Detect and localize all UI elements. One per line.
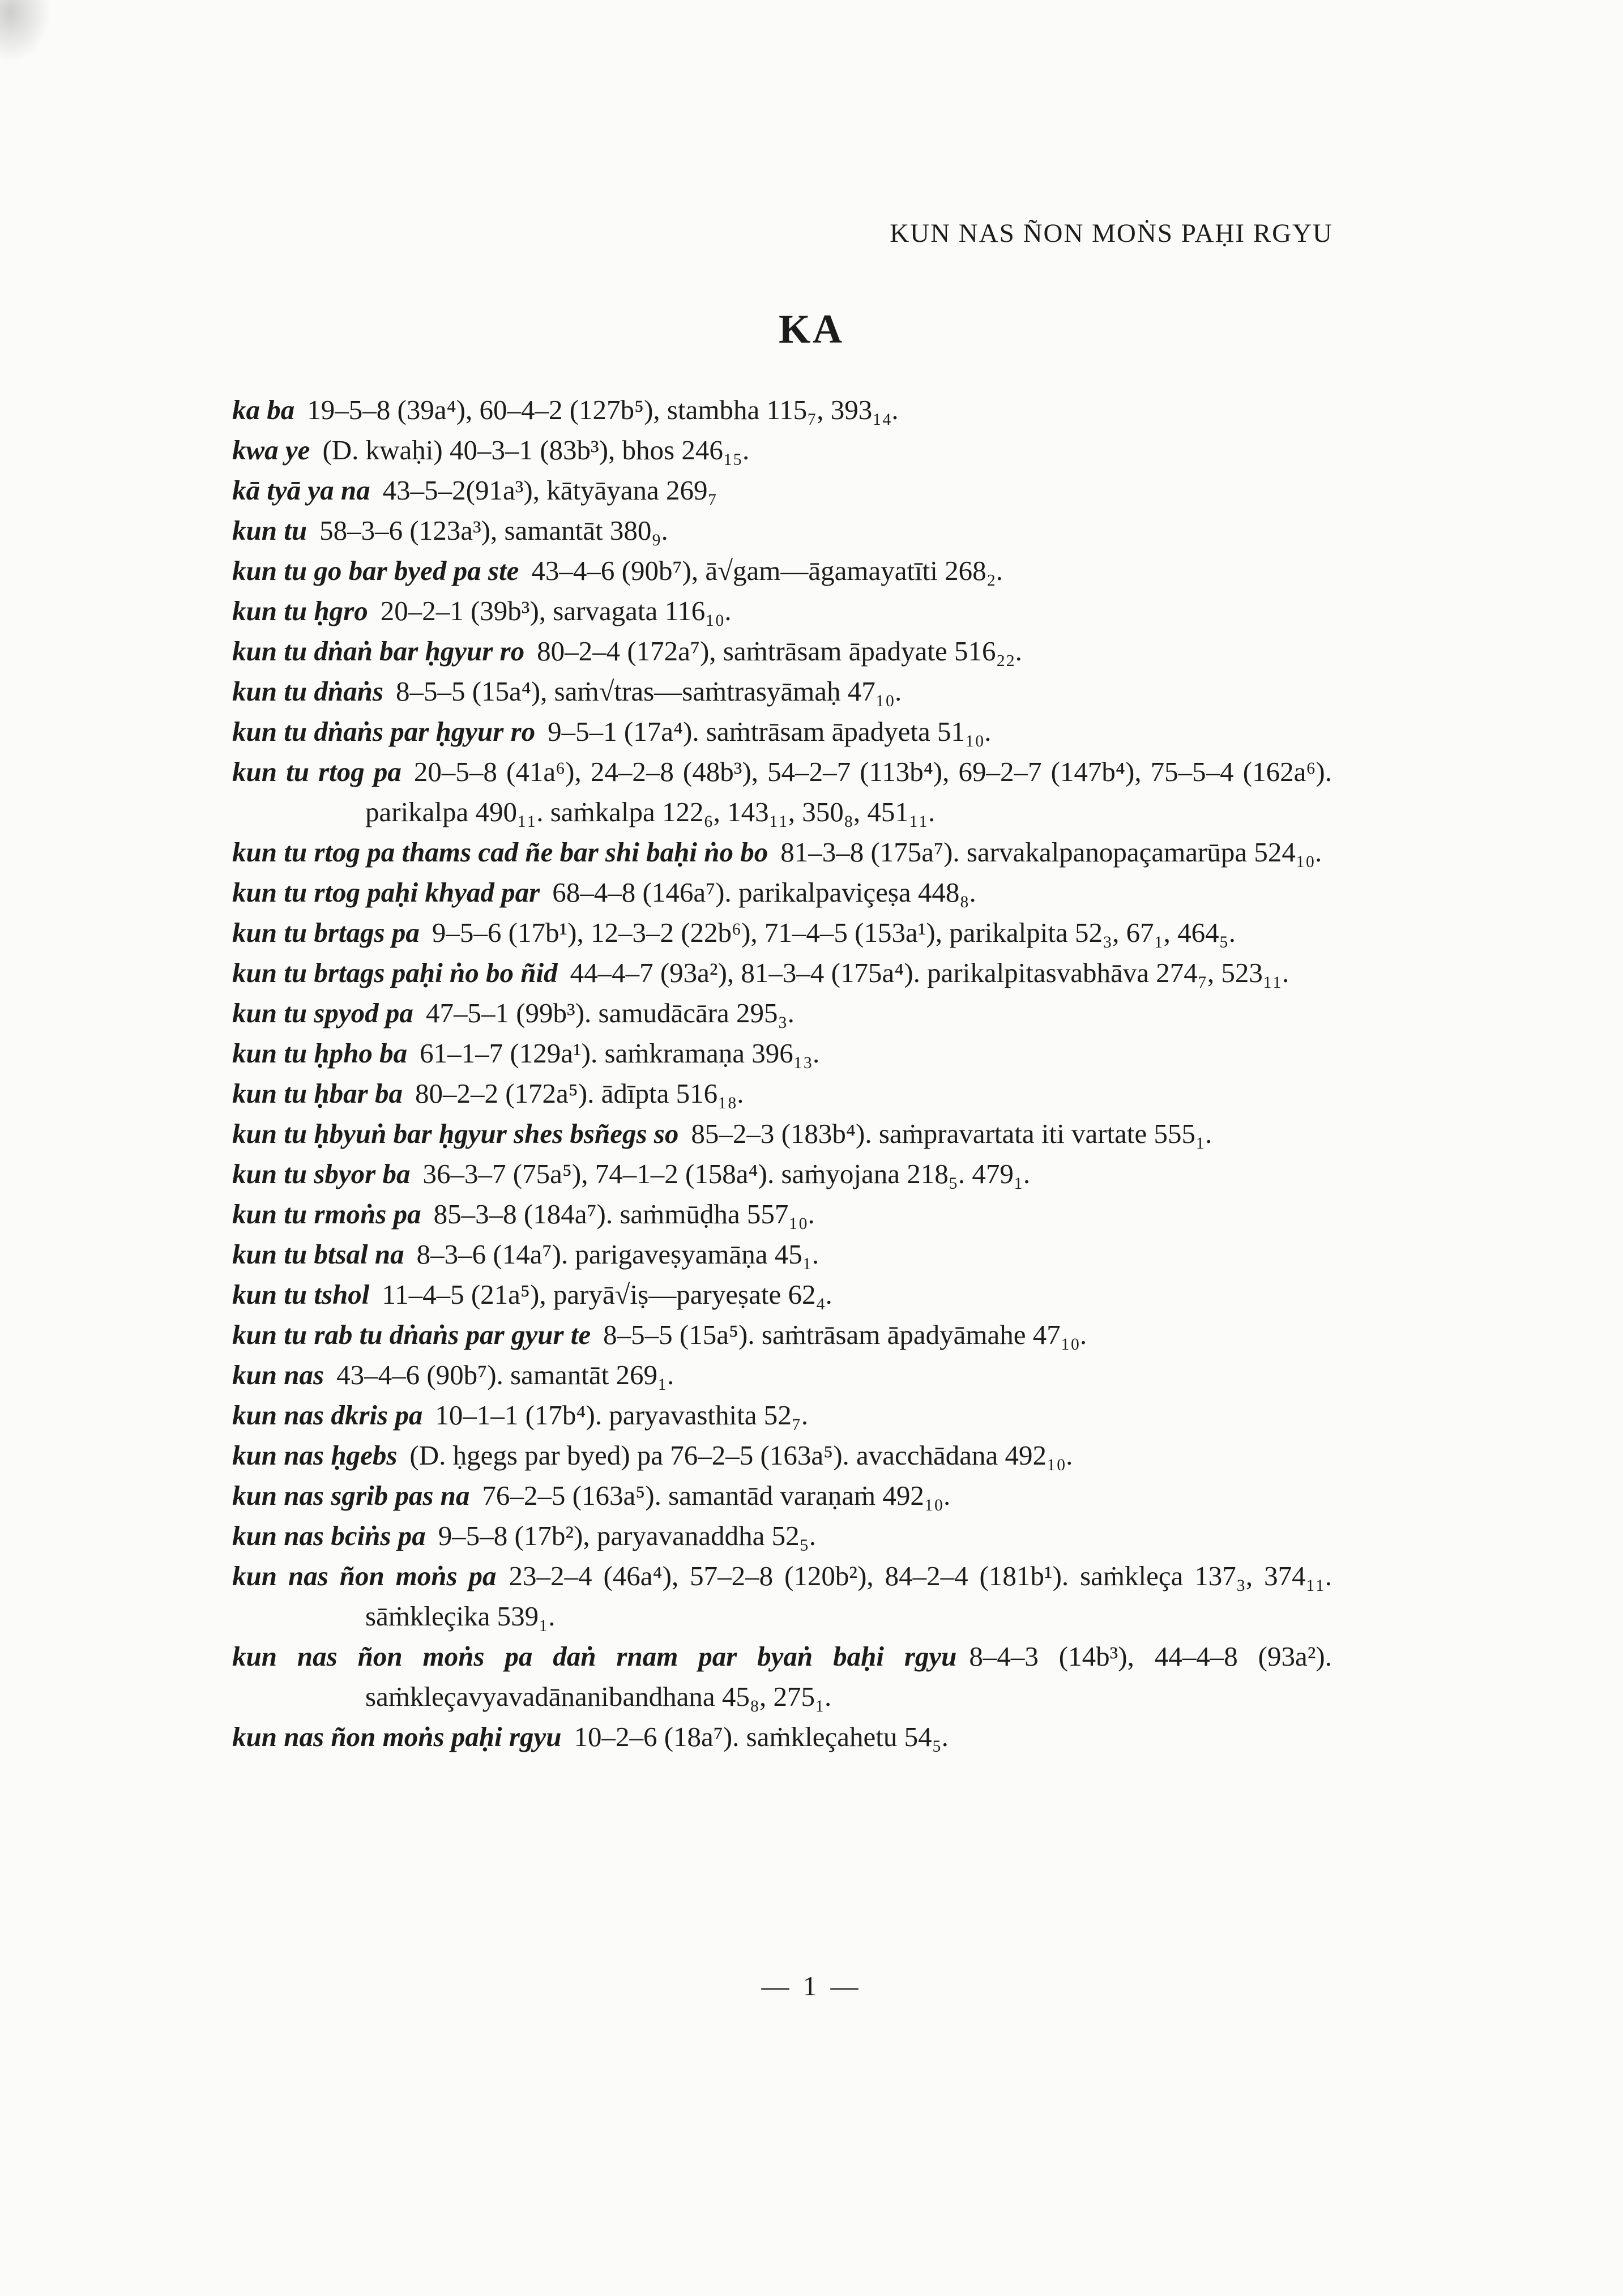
references: 8–3–6 (14a⁷). parigaveṣyamāṇa 45₁. <box>416 1239 819 1270</box>
entry <box>232 631 1332 671</box>
headword: kun nas bciṅs pa <box>232 1520 426 1551</box>
entry <box>232 1516 1332 1556</box>
references: 11–4–5 (21a⁵), paryā√iṣ—paryeṣate 62₄. <box>382 1279 832 1310</box>
entry <box>232 591 1332 631</box>
references: 19–5–8 (39a⁴), 60–4–2 (127b⁵), stambha 115₇, 393₁₄. <box>307 394 899 425</box>
headword: kun tu brtags paḥi ṅo bo ñid <box>232 957 558 988</box>
references: 85–3–8 (184a⁷). saṁmūḍha 557₁₀. <box>433 1198 815 1230</box>
references: 23–2–4 (46a⁴), 57–2–8 (120b²), 84–2–4 (181b¹). saṁkleça 137₃, 374₁₁. sāṁkleçika 539₁. <box>365 1560 1332 1632</box>
references: 76–2–5 (163a⁵). samantād varaṇaṁ 492₁₀. <box>482 1480 951 1511</box>
entry <box>232 752 1332 832</box>
headword: kun nas ḥgebs <box>232 1440 398 1471</box>
headword: kun tu ḥbar ba <box>232 1078 403 1109</box>
references: 43–5–2(91a³), kātyāyana 269₇ <box>382 475 717 506</box>
headword: kun nas ñon moṅs pa daṅ rnam par byaṅ baḥi rgyu <box>232 1641 957 1672</box>
headword: kun tu dṅaṅs par ḥgyur ro <box>232 716 536 747</box>
entry <box>232 671 1332 711</box>
headword: kun tu btsal na <box>232 1239 404 1270</box>
dictionary-entries <box>232 390 1332 1757</box>
entry <box>232 993 1332 1033</box>
entry <box>232 1073 1332 1113</box>
entry <box>232 1556 1332 1636</box>
entry-ka-ba <box>232 390 1332 430</box>
entry <box>232 1113 1332 1154</box>
headword: kun tu rab tu dṅaṅs par gyur te <box>232 1319 591 1350</box>
headword: kun nas dkris pa <box>232 1399 423 1431</box>
references: 8–4–3 (14b³), 44–4–8 (93a²). saṁkleçavyavadānanibandhana 45₈, 275₁. <box>365 1641 1332 1712</box>
references: 9–5–8 (17b²), paryavanaddha 52₅. <box>438 1520 816 1551</box>
entry <box>232 1395 1332 1435</box>
headword: kun nas <box>232 1359 324 1390</box>
headword: kun tu ḥpho ba <box>232 1038 408 1069</box>
headword: kun nas ñon moṅs paḥi rgyu <box>232 1721 562 1752</box>
references: 61–1–7 (129a¹). saṁkramaṇa 396₁₃. <box>420 1038 820 1069</box>
headword: kun tu ḥgro <box>232 595 368 626</box>
headword: kun tu dṅaṅ bar ḥgyur ro <box>232 635 525 667</box>
headword: kun nas ñon moṅs pa <box>232 1560 497 1591</box>
entry <box>232 1636 1332 1717</box>
entry <box>232 510 1332 550</box>
headword: kun nas sgrib pas na <box>232 1480 470 1511</box>
references: 9–5–1 (17a⁴). saṁtrāsam āpadyeta 51₁₀. <box>548 716 992 747</box>
headword: kun tu rtog paḥi khyad par <box>232 877 540 908</box>
scan-corner-smudge <box>0 0 51 62</box>
headword: kun tu dṅaṅs <box>232 676 383 707</box>
references: 8–5–5 (15a⁴), saṁ√tras—saṁtrasyāmaḥ 47₁₀. <box>395 676 902 707</box>
references: 58–3–6 (123a³), samantāt 380₉. <box>319 515 668 546</box>
entry <box>232 1274 1332 1315</box>
references: 81–3–8 (175a⁷). sarvakalpanopaçamarūpa 524₁₀. <box>780 837 1322 868</box>
entry-kwa-ye <box>232 430 1332 470</box>
headword: kun tu spyod pa <box>232 997 413 1028</box>
references: (D. kwaḥi) 40–3–1 (83b³), bhos 246₁₅. <box>322 434 750 466</box>
references: 85–2–3 (183b⁴). saṁpravartata iti vartate 555₁. <box>691 1118 1212 1149</box>
headword: kun tu ḥbyuṅ bar ḥgyur shes bsñegs so <box>232 1118 679 1149</box>
references: 43–4–6 (90b⁷), ā√gam—āgamayatīti 268₂. <box>531 555 1003 586</box>
references: 20–5–8 (41a⁶), 24–2–8 (48b³), 54–2–7 (113b⁴), 69–2–7 (147b⁴), 75–5–4 (162a⁶). parikalpa 490₁₁. saṁkalpa 122₆, 143₁₁, 350₈, 451₁₁. <box>365 756 1332 827</box>
headword: kwa ye <box>232 434 310 466</box>
entry <box>232 1355 1332 1395</box>
references: 10–1–1 (17b⁴). paryavasthita 52₇. <box>435 1399 809 1431</box>
entry <box>232 1033 1332 1073</box>
references: (D. ḥgegs par byed) pa 76–2–5 (163a⁵). avacchādana 492₁₀. <box>409 1440 1073 1471</box>
references: 8–5–5 (15a⁵). saṁtrāsam āpadyāmahe 47₁₀. <box>603 1319 1087 1350</box>
references: 80–2–4 (172a⁷), saṁtrāsam āpadyate 516₂₂. <box>537 635 1022 667</box>
entry <box>232 550 1332 591</box>
headword: kun tu go bar byed pa ste <box>232 555 519 586</box>
references: 47–5–1 (99b³). samudācāra 295₃. <box>425 997 795 1028</box>
headword: kun tu rmoṅs pa <box>232 1198 421 1230</box>
references: 43–4–6 (90b⁷). samantāt 269₁. <box>336 1359 674 1390</box>
page-number: — 1 — <box>761 1970 862 2001</box>
entry <box>232 1435 1332 1475</box>
entry <box>232 1717 1332 1757</box>
references: 80–2–2 (172a⁵). ādīpta 516₁₈. <box>415 1078 744 1109</box>
references: 9–5–6 (17b¹), 12–3–2 (22b⁶), 71–4–5 (153a¹), parikalpita 52₃, 67₁, 464₅. <box>432 917 1236 948</box>
references: 68–4–8 (146a⁷). parikalpaviçeṣa 448₈. <box>552 877 976 908</box>
entry <box>232 872 1332 912</box>
section-title: KA <box>779 306 844 352</box>
headword: kā tyā ya na <box>232 475 370 506</box>
entry <box>232 711 1332 752</box>
references: 44–4–7 (93a²), 81–3–4 (175a⁴). parikalpitasvabhāva 274₇, 523₁₁. <box>570 957 1289 988</box>
entry <box>232 953 1332 993</box>
entry <box>232 1194 1332 1234</box>
entry <box>232 912 1332 953</box>
headword: kun tu brtags pa <box>232 917 420 948</box>
headword: kun tu rtog pa thams cad ñe bar shi baḥi ṅo bo <box>232 837 768 868</box>
headword: kun tu rtog pa <box>232 756 402 787</box>
headword: kun tu tshol <box>232 1279 370 1310</box>
entry <box>232 832 1332 872</box>
entry <box>232 1475 1332 1516</box>
references: 36–3–7 (75a⁵), 74–1–2 (158a⁴). saṁyojana 218₅. 479₁. <box>422 1158 1031 1189</box>
running-head: KUN NAS ÑON MOṄS PAḤI RGYU <box>890 219 1333 248</box>
references: 20–2–1 (39b³), sarvagata 116₁₀. <box>380 595 732 626</box>
entry <box>232 1154 1332 1194</box>
entry <box>232 1234 1332 1274</box>
headword: ka ba <box>232 394 295 425</box>
references: 10–2–6 (18a⁷). saṁkleçahetu 54₅. <box>574 1721 949 1752</box>
entry <box>232 470 1332 510</box>
headword: kun tu <box>232 515 307 546</box>
entry <box>232 1315 1332 1355</box>
headword: kun tu sbyor ba <box>232 1158 411 1189</box>
